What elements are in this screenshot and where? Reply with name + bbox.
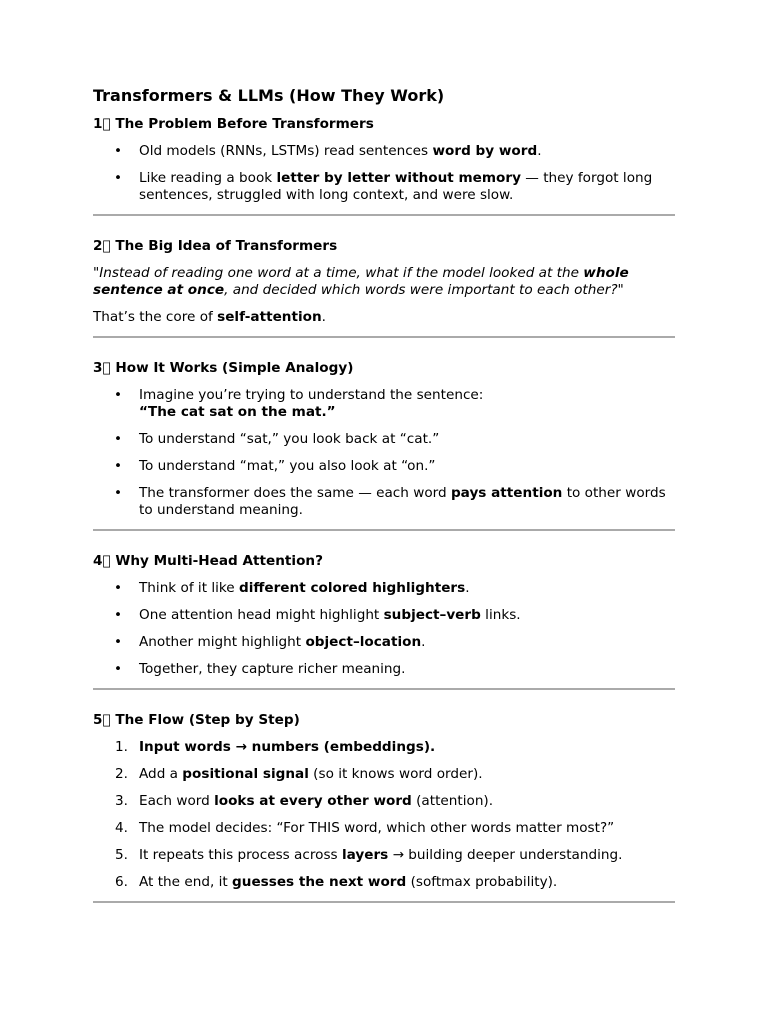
item-text: (so it knows word order). [308,766,483,782]
item-text: One attention head might highlight [139,607,384,623]
list-item [93,580,675,597]
item-text: Another might highlight [139,634,306,650]
item-bold-text: pays attention [450,485,563,501]
quote-text: Instead of reading one word at a time, what if the model looked at the [99,265,584,281]
list-item [93,661,675,678]
quote-mark: " [93,265,100,281]
bullet-marker: • [114,458,123,474]
item-text: At the end, it [139,874,233,890]
bullet-list [93,143,675,204]
quote-paragraph [93,265,675,299]
document-content [93,86,675,903]
bullet-marker: • [114,170,123,186]
section-heading: 5⃣ The Flow (Step by Step) [93,712,300,728]
item-text: Imagine you’re trying to understand the sentence: [139,387,484,403]
section-problem [93,116,675,216]
item-text: (softmax probability). [406,874,558,890]
item-number: 6. [115,874,128,890]
list-item [93,387,675,421]
list-item [93,820,675,837]
item-bold-text: “The cat sat on the mat.” [139,404,336,420]
item-bold-text: layers [341,847,389,863]
item-text: To understand “mat,” you also look at “on.” [139,458,436,474]
list-item [93,766,675,783]
bullet-list [93,387,675,519]
item-number: 1. [115,739,128,755]
bullet-marker: • [114,143,123,159]
item-text: — they forgot long sentences, struggled with long context, and were slow. [139,170,653,203]
paragraph-bold-text: self-attention [217,309,322,325]
numbered-list [93,739,675,891]
list-item [93,874,675,891]
document-title: Transformers & LLMs (How They Work) [93,86,445,105]
list-item [93,170,675,204]
item-text: Like reading a book [139,170,277,186]
item-text: Each word [139,793,215,809]
item-bold-text: different colored highlighters [238,580,466,596]
list-item [93,458,675,475]
item-number: 3. [115,793,128,809]
item-bold-text: letter by letter without memory [276,170,521,186]
bullet-marker: • [114,634,123,650]
item-text: Add a [139,766,183,782]
list-item [93,634,675,651]
bullet-marker: • [114,661,123,677]
item-bold-text: guesses the next word [232,874,407,890]
section-divider [93,214,675,216]
item-text: To understand “sat,” you look back at “cat.” [139,431,440,447]
item-text: links. [480,607,521,623]
item-text: Think of it like [139,580,239,596]
item-bold-text: Input words → numbers (embeddings). [139,739,436,755]
item-bold-text: word by word [432,143,538,159]
item-number: 2. [115,766,128,782]
bullet-marker: • [114,580,123,596]
item-bold-text: positional signal [182,766,309,782]
item-text: The model decides: “For THIS word, which other words matter most?” [139,820,615,836]
bullet-marker: • [114,485,123,501]
quote-bold-text: whole sentence at once [93,265,629,298]
section-divider [93,901,675,903]
item-text: The transformer does the same — each word [139,485,451,501]
item-text: Old models (RNNs, LSTMs) read sentences [139,143,433,159]
item-text: It repeats this process across [139,847,342,863]
quote-mark: " [617,282,624,298]
list-item [93,485,675,519]
section-divider [93,336,675,338]
item-text: . [465,580,470,596]
item-bold-text: subject–verb [383,607,481,623]
section-flow [93,712,675,903]
bullet-marker: • [114,431,123,447]
item-bold-text: object–location [305,634,422,650]
item-text: Together, they capture richer meaning. [139,661,406,677]
paragraph-text: . [321,309,326,325]
paragraph-text: That’s the core of [93,309,218,325]
section-divider [93,529,675,531]
quote-text: , and decided which words were important to each other? [224,282,618,298]
list-item [93,739,675,756]
section-heading: 2⃣ The Big Idea of Transformers [93,238,338,254]
list-item [93,143,675,160]
list-item [93,793,675,810]
item-bold-text: looks at every other word [214,793,412,809]
bullet-marker: • [114,387,123,403]
item-text: . [421,634,426,650]
item-text: → building deeper understanding. [388,847,623,863]
item-number: 5. [115,847,128,863]
list-item [93,847,675,864]
item-text: . [537,143,542,159]
item-number: 4. [115,820,128,836]
section-analogy [93,360,675,531]
bullet-list [93,580,675,678]
section-multi-head [93,553,675,690]
section-heading: 1⃣ The Problem Before Transformers [93,116,374,132]
bullet-marker: • [114,607,123,623]
list-item [93,431,675,448]
item-text: (attention). [411,793,494,809]
section-divider [93,688,675,690]
section-heading: 4⃣ Why Multi-Head Attention? [93,553,323,569]
section-big-idea [93,238,675,338]
item-text: to other words to understand meaning. [139,485,666,518]
list-item [93,607,675,624]
section-heading: 3⃣ How It Works (Simple Analogy) [93,360,354,376]
core-paragraph [93,309,675,326]
